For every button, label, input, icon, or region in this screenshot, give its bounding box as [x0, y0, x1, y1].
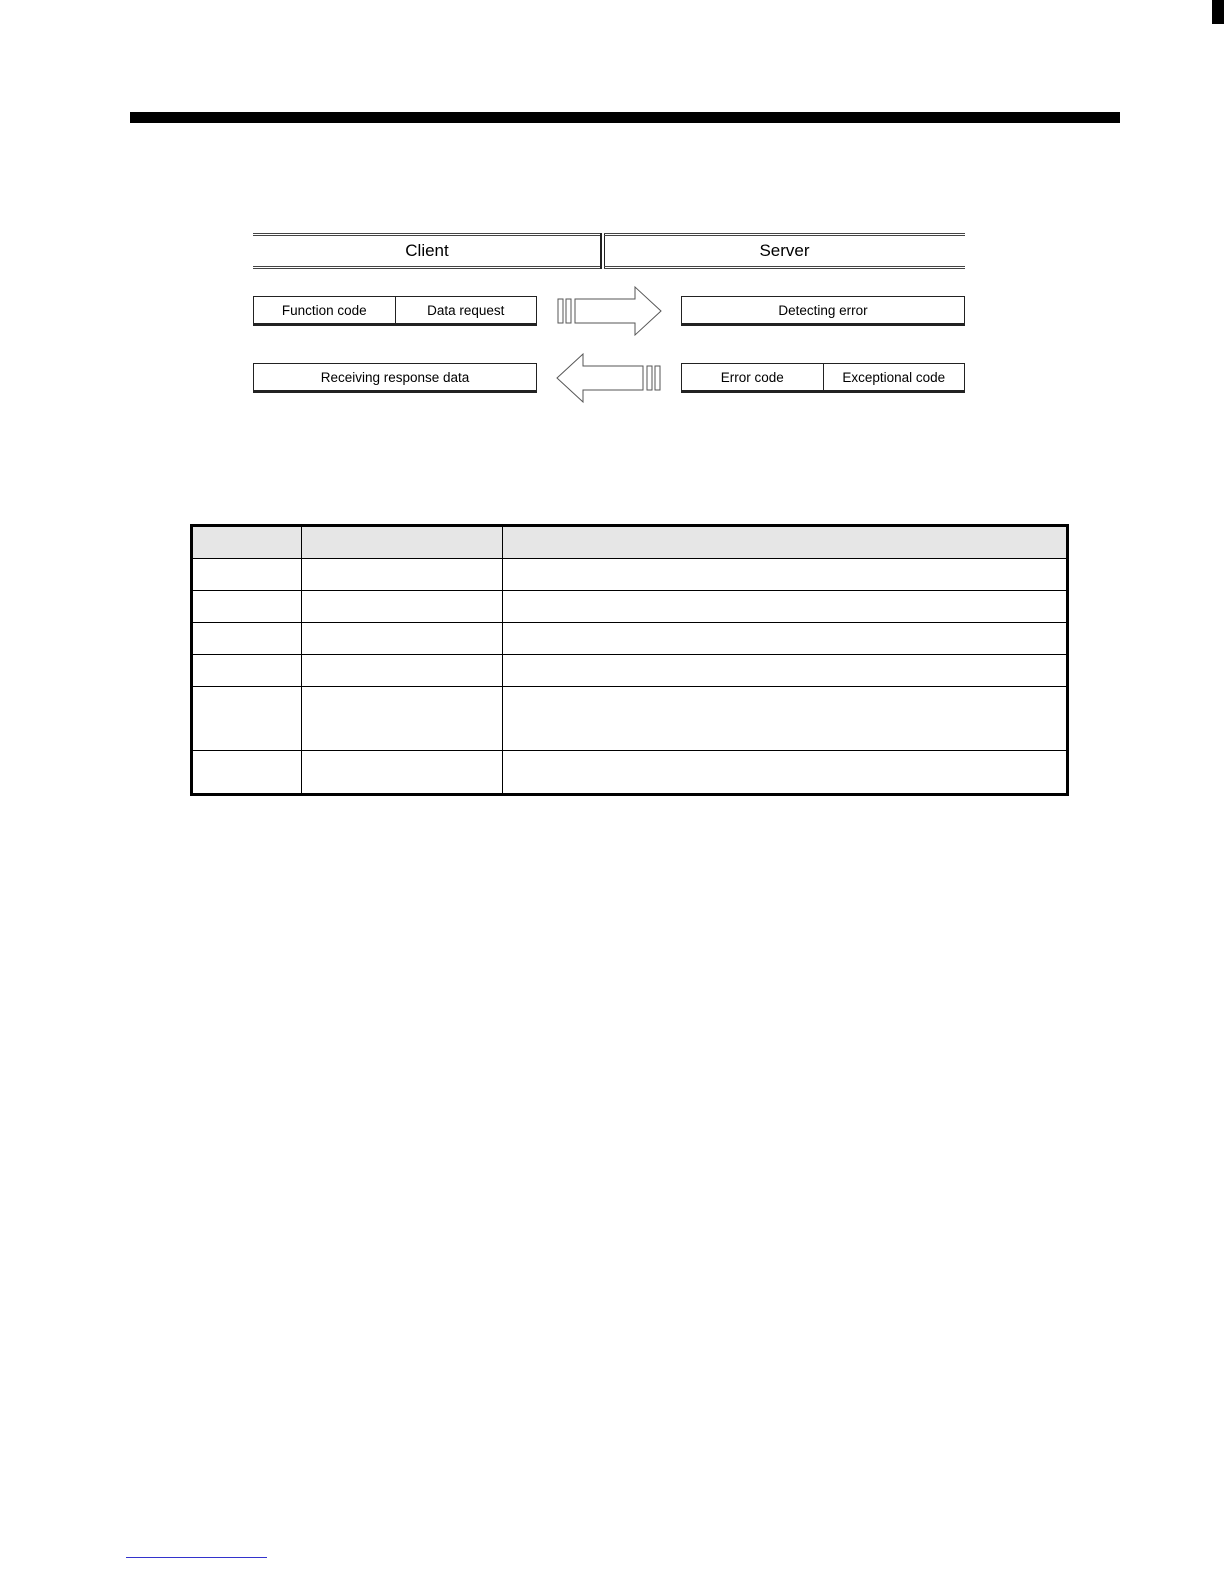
- exceptional-code-cell: Exceptional code: [823, 364, 965, 390]
- table-cell: [192, 623, 302, 655]
- table-header-cell: [192, 526, 302, 559]
- client-server-error-diagram: [253, 230, 965, 426]
- table-cell: [302, 751, 503, 795]
- table-cell: [503, 559, 1068, 591]
- table-row: [192, 687, 1068, 751]
- table-cell: [192, 655, 302, 687]
- client-header: Client: [253, 233, 601, 269]
- table-header-row: [192, 526, 1068, 559]
- page-top-edge: [0, 0, 1224, 24]
- table-row: [192, 655, 1068, 687]
- table-cell: [192, 687, 302, 751]
- table-cell: [503, 623, 1068, 655]
- table-cell: [302, 687, 503, 751]
- table-cell: [192, 559, 302, 591]
- detecting-error-cell: Detecting error: [778, 302, 868, 318]
- table-cell: [192, 751, 302, 795]
- receiving-response-frame: [253, 363, 537, 393]
- receiving-response-cell: Receiving response data: [320, 369, 470, 385]
- function-code-cell: Function code: [281, 302, 367, 318]
- table-row: [192, 751, 1068, 795]
- error-response-frame: [681, 363, 965, 393]
- error-code-cell: Error code: [720, 369, 784, 385]
- header-rule: [130, 112, 1120, 123]
- error-code-table: [190, 524, 1069, 796]
- table-cell: [503, 655, 1068, 687]
- table-cell: [302, 559, 503, 591]
- table-header-cell: [302, 526, 503, 559]
- table-cell: [503, 687, 1068, 751]
- table-row: [192, 559, 1068, 591]
- table-row: [192, 623, 1068, 655]
- table-cell: [192, 591, 302, 623]
- server-header: Server: [604, 233, 965, 269]
- request-arrow-icon: [557, 285, 667, 337]
- table-cell: [503, 591, 1068, 623]
- table-cell: [302, 591, 503, 623]
- table-header-cell: [503, 526, 1068, 559]
- table-cell: [503, 751, 1068, 795]
- data-request-cell: Data request: [395, 297, 537, 323]
- table-cell: [302, 655, 503, 687]
- response-arrow-icon: [555, 352, 665, 404]
- request-frame: [253, 296, 537, 326]
- table-row: [192, 591, 1068, 623]
- page-edge-mark: [1212, 0, 1224, 24]
- footer-link-underline[interactable]: [126, 1557, 267, 1558]
- detecting-error-frame: [681, 296, 965, 326]
- table-cell: [302, 623, 503, 655]
